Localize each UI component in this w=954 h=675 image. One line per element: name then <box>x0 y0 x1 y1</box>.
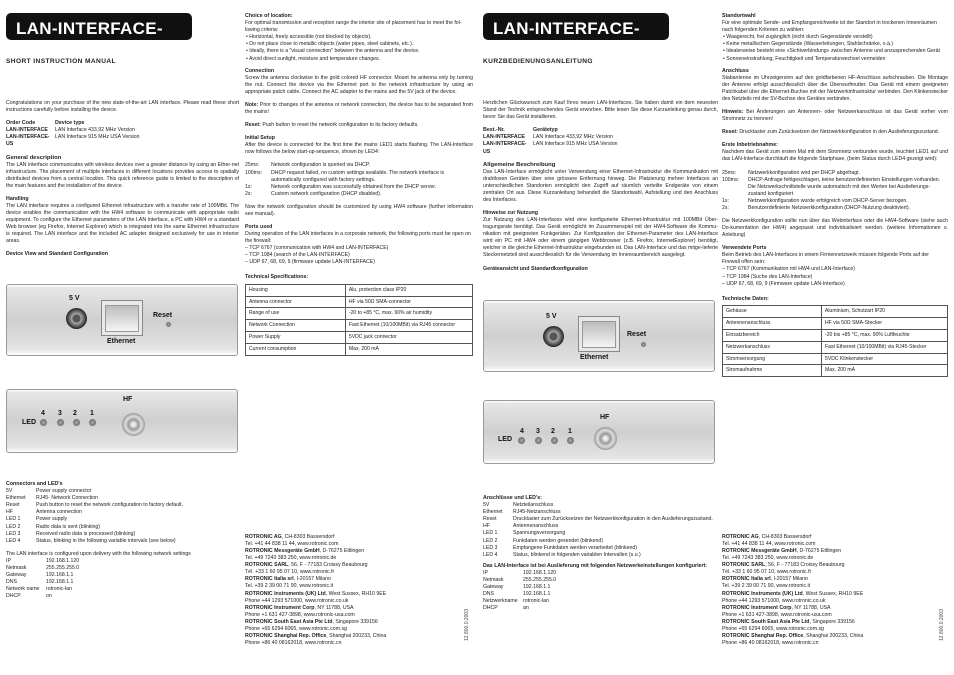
en-net-row: DNS 192.168.1.1 <box>6 578 74 585</box>
en-connectors-row: LED 1 Power supply <box>6 516 68 523</box>
de-column-left <box>483 0 718 675</box>
en-handling-text: The LAN interface requires a configured Ethernet infrastructure with a transfer rate of 100MBit. The device enables the communication with the HW4 software to communicate with appropriate radio equipment. To configure the Ethernet parameters of the LAN interface, a PC with HW4 or a standard Web browser (eg Firefox, Internet Explorer) which is integrated into the same Ethernet infrastructure is required. The LAN interface and the included AC adapter designed exclusively for use in interior areas. <box>6 203 239 245</box>
hf-label: HF <box>600 414 610 421</box>
led-3 <box>57 419 64 426</box>
de-location_list-item: • Keine metallischen Gegenstände (Wasserleitungen, Stahlschränke, o.ä.) <box>723 41 894 48</box>
tech-key: Range of use <box>246 308 346 320</box>
address-line: ROTRONIC SARL, 56, F - 77183 Croissy Beaubourg <box>245 562 368 569</box>
address-line: Tel. +39 2 39 00 71 90, www.rotronic.it <box>245 583 334 590</box>
led-3-label: 3 <box>536 428 540 435</box>
en-ports-item: – TCP 1984 (search of the LAN-INTERFACE) <box>245 252 350 259</box>
de-connectors-row: LED 4 Status, blinkend in folgenden variablen Intervallen (s.u.) <box>483 551 641 558</box>
en-order-row: LAN-INTERFACE-US LAN Interface 915 MHz USA Version <box>6 134 140 148</box>
en-note: Note: Prior to changes of the antenna or network connection, the device has to be separated from the mains! <box>245 101 473 116</box>
en-setup-row: 25ms: Network configuration is queried via DHCP. <box>245 162 371 169</box>
tech-value: HF via 50Ω SMA-Stecker <box>822 317 948 329</box>
tech-row <box>723 353 948 365</box>
led-2 <box>551 437 558 444</box>
tech-key: Current consumption <box>246 344 346 356</box>
de-connectors-row: LED 1 Spannungsversorgung <box>483 530 566 537</box>
device-back-view-de <box>483 400 715 464</box>
tech-row <box>246 320 473 332</box>
de-ports-item: – UDP 67, 68, 69, 9 (Firmware update LAN-Interface) <box>722 280 845 287</box>
de-ports-item: – TCP 1984 (Suche des LAN-Interface) <box>722 273 813 280</box>
de-ports-item: – TCP 6767 (Kommunikation mit HW4 und LAN-Interface) <box>722 266 856 273</box>
led-2-label: 2 <box>73 410 77 417</box>
tech-row <box>246 308 473 320</box>
led-label: LED <box>22 419 36 426</box>
en-column-left <box>6 0 239 675</box>
led-4-label: 4 <box>520 428 524 435</box>
en-location_list-item: • Horizontal, freely accessible (not blocked by objects). <box>246 34 372 41</box>
tech-value: Alu, protection class IP20 <box>345 284 472 296</box>
tech-key: Einsatzbereich <box>723 329 822 341</box>
device-front-view-de <box>483 300 715 372</box>
en-title: LAN-INTERFACE-(US) <box>6 13 192 40</box>
en-tech-table <box>245 284 473 357</box>
led-4 <box>518 437 525 444</box>
tech-row <box>246 344 473 356</box>
address-line: ROTRONIC South East Asia Pte Ltd, Singapore 339156 <box>245 618 378 625</box>
tech-key: Netzwerkanschluss <box>723 341 822 353</box>
de-net-row: Netzwerkname rotronic-lan <box>483 598 549 605</box>
en-reset-note: Reset: Push button to reset the network configuration to its factory defaults. <box>245 122 419 129</box>
de-initial-text: Nachdem das Gerät zum ersten Mal mit dem Stromnetz verbunden wurde, leuchtet LED1 auf und das LAN-Interface durchläuft die folgende Startphase, (beim Status durch LED4 gezeigt wird): <box>722 149 948 163</box>
led-3 <box>535 437 542 444</box>
reset-button <box>166 322 171 327</box>
en-connectors-heading: Connectors and LED's <box>6 481 63 487</box>
ethernet-port <box>101 300 143 336</box>
tech-value: HF via 50Ω SMA-connector <box>345 296 472 308</box>
en-tech-heading: Technical Specifications: <box>245 274 309 281</box>
reset-label: Reset <box>153 312 173 319</box>
tech-value: Fast Ethernet (10/100MBit) via RJ45-Stecker <box>822 341 948 353</box>
de-setup-row: 2s: Benutzerdefinierte Netzwerkkonfiguration (DHCP-Nutzung deaktiviert). <box>722 204 911 211</box>
address-line: Tel. +39 2 39 00 71 90, www.rotronic.it <box>722 583 811 590</box>
tech-key: Antennenanschluss <box>723 317 822 329</box>
de-note: Hinweis: Bei Änderungen am Antennen- oder Netzwerkanschluss ist das Gerät vorher vom Stromnetz zu trennen! <box>722 109 948 123</box>
en-hw4-text: Now the network configuration should be customized by using HW4 software (further information see manual). <box>245 203 473 217</box>
en-intro: Congratulations on your purchase of the new state-of-the-art LAN interface. Please read these short instructions carefully before installing the device. <box>6 100 239 114</box>
led-3-label: 3 <box>58 410 62 417</box>
en-order-header: Order Code Device type <box>6 120 85 127</box>
de-location_list-item: • Idealerweise besteht eine «Sichtverbindung» zwischen Antenne und anzusprechenden Gerät <box>723 48 940 55</box>
tech-row <box>246 296 473 308</box>
en-general-heading: General description <box>6 154 62 161</box>
tech-key: Antenna connector <box>246 296 346 308</box>
address-line: ROTRONIC Shanghai Rep. Office, Shanghai 200233, China <box>722 632 864 639</box>
en-connectors-row: Reset Push button to reset the network configuration to factory default. <box>6 502 184 509</box>
ethernet-label: Ethernet <box>107 338 136 345</box>
en-location_list-item: • Avoid direct sunlight, moisture and temperature changes. <box>246 55 381 62</box>
tech-key: Gehäuse <box>723 305 822 317</box>
hf-antenna-connector <box>122 413 145 436</box>
en-initial-text: After the device is connected for the first time the mains LED1 starts flashing. The LAN-Interface now follows the below start-up-sequence, shown by LED4: <box>245 142 473 156</box>
en-ports-item: – TCP 6767 (communication with HW4 and LAN-INTERFACE) <box>245 245 389 252</box>
en-ports-item: – UDP 67, 68, 69, 9 (firmware update LAN-INTERFACE) <box>245 259 375 266</box>
en-general-text: The LAN interface communicates with wireless devices over a greater distance by using an Ether-net infrastructure. The placement of multiple interfaces in different locations provides access to spatially distributed devices from a central location. This quick reference guide is limited to the description of the main features and the installation of the device. <box>6 161 239 189</box>
en-subtitle: SHORT INSTRUCTION MANUAL <box>6 58 116 65</box>
de-location-text: Für eine optimale Sende- und Empfangsreichweite ist der Standort in trockenen Innenräumen nach folgenden Kriterien zu wählen: <box>722 20 937 34</box>
de-general-heading: Allgemeine Beschreibung <box>483 161 556 168</box>
de-title: LAN-INTERFACE-(US) <box>483 13 669 40</box>
en-shipped-text: The LAN interface is configured upon delivery with the following network settings <box>6 550 191 557</box>
en-connectors-row: HF Antenna connection <box>6 509 82 516</box>
address-line: Phone +65 6294 6065, www.rotronic.com.sg <box>722 625 824 632</box>
ethernet-label: Ethernet <box>580 354 609 361</box>
address-line: ROTRONIC Italia srl, I-20157 Milano <box>722 576 808 583</box>
de-shipped-text: Das LAN-Interface ist bei Auslieferung mit folgenden Netzwerkeinstellungen konfiguriert: <box>483 562 708 569</box>
tech-row <box>723 341 948 353</box>
tech-key: Power Supply <box>246 332 346 344</box>
en-doc-code: 12.800.0.2003 <box>464 609 470 641</box>
en-setup-row: 1s: Network configuration was successfully obtained from the DHCP server. <box>245 183 437 190</box>
address-line: ROTRONIC Instrument Corp, NY 11788, USA <box>245 604 354 611</box>
power-jack-label: 5 V <box>69 295 80 302</box>
en-order-row: LAN-INTERFACE LAN Interface 433,92 MHz Version <box>6 127 135 134</box>
de-connection-text: Stabantenne im Uhrzeigersinn auf den goldfarbenen HF-Anschluss aufschrauben. Die Montage der Antenne erfolgt ausschliesslich über die Überwurfmutter. Das Gerät mit einem geeigneten Patchkabel über die Ethernet-Buchse mit der Netzwerkinfrastruktur verbinden. Den Klinkenstecker des Netzteils mit der 5V-Buchse des Gerätes verbinden. <box>722 74 948 102</box>
en-location-text: For optimal transmission and reception range the interior site of placement has to meet the fol-lowing criteria: <box>245 20 462 34</box>
en-connectors-row: 5V Power supply connector <box>6 488 92 495</box>
tech-row <box>723 305 948 317</box>
en-ports-heading: Ports used <box>245 223 273 230</box>
de-net-row: DHCP an <box>483 605 529 612</box>
en-connectors-row: LED 4 Status, blinking in the following variable intervals (see below) <box>6 537 176 544</box>
address-line: Tél. +33 1 60 95 07 10, www.rotronic.fr <box>722 569 812 576</box>
tech-value: Max. 200 mA <box>822 365 948 377</box>
address-line: ROTRONIC AG, CH-8303 Bassersdorf <box>245 534 335 540</box>
de-connectors-row: HF Antennenanschluss <box>483 523 559 530</box>
address-line: ROTRONIC AG, CH-8303 Bassersdorf <box>722 534 812 540</box>
led-2-label: 2 <box>551 428 555 435</box>
en-net-row: Netmask 255.255.255.0 <box>6 564 80 571</box>
led-1-label: 1 <box>90 410 94 417</box>
tech-value: 5VDC Klinkenstecker <box>822 353 948 365</box>
de-connectors-heading: Anschlüsse und LED's: <box>483 495 542 501</box>
led-1-label: 1 <box>568 428 572 435</box>
tech-value: Max. 200 mA <box>345 344 472 356</box>
address-line: ROTRONIC Instruments (UK) Ltd, West Sussex, RH10 9EE <box>722 590 864 597</box>
en-column-right <box>245 0 473 675</box>
de-tech-heading: Technische Daten: <box>722 295 769 302</box>
led-1 <box>89 419 96 426</box>
de-setup-row: 1s: Netzwerkkonfiguration wurde erfolgreich vom DHCP-Server bezogen. <box>722 197 908 204</box>
address-line: ROTRONIC Messgeräte GmbH, D-76275 Ettlingen <box>245 548 365 555</box>
en-connectors-row: LED 3 Received radio data is processed (blinking) <box>6 530 136 537</box>
tech-key: Housing <box>246 284 346 296</box>
de-setup-row: 25ms: Netzwerkkonfiguration wird per DHCP abgefragt. <box>722 169 861 176</box>
de-location_list-item: • Waagerecht, frei zugänglich (nicht durch Gegenstände verstellt) <box>723 34 873 41</box>
tech-value: 5VDC jack connector <box>345 332 472 344</box>
en-net-row: IP 192.168.1.120 <box>6 557 80 564</box>
address-line: Tel. +41 44 838 11 44, www.rotronic.com <box>245 541 339 548</box>
en-net-row: Gateway 192.168.1.1 <box>6 571 74 578</box>
tech-key: Stromversorgung <box>723 353 822 365</box>
address-line: ROTRONIC SARL, 56, F - 77183 Croissy Beaubourg <box>722 562 845 569</box>
tech-value: -20 to +85 °C, max. 90% air humidity <box>345 308 472 320</box>
en-initial-heading: Initial Setup <box>245 135 276 142</box>
en-connectors-row: Ethernet RJ45- Network Connection <box>6 495 98 502</box>
de-hw4-text: Die Netzwerkkonfiguration sollte nun über das Webinterface oder die HW4-Software (siehe auch Do-kumentation der HW4) angepasst und individualisiert werden. (weitere Informationen s. Anleitung) <box>722 217 948 239</box>
de-doc-code: 12.800.0.2003 <box>939 609 945 641</box>
address-line: Phone +86 40 08162018, www.rotronic.cn <box>722 639 819 646</box>
de-net-row: IP 192.168.1.120 <box>483 569 557 576</box>
power-jack <box>543 326 564 347</box>
de-ports-text: Beim Betrieb des LAN-Interfaces in einem Firmennetzwerk müssen folgende Ports auf der Firewall offen sein: <box>722 252 930 266</box>
tech-row <box>723 365 948 377</box>
en-device-heading: Device View and Standard Configuration <box>6 251 109 258</box>
tech-value: Fast Ethernet (10/100MBit) via RJ45 connector <box>345 320 472 332</box>
address-line: ROTRONIC Italia srl, I-20157 Milano <box>245 576 331 583</box>
device-front-view <box>6 284 238 356</box>
de-subtitle: KURZBEDIENUNGSANLEITUNG <box>483 58 593 65</box>
de-reset-note: Reset: Drucktaster zum Zurücksetzen der Netzwerkkonfiguration in den Auslieferungszustand. <box>722 129 940 136</box>
de-handling-heading: Hinweise zur Nutzung <box>483 209 539 216</box>
de-column-right <box>722 0 950 675</box>
de-setup-row: 100ms: DHCP-Anfrage fehlgeschlagen, keine benutzerdefinierten Einstellungen vorhanden. Die Netzwerkschnittstelle wurde automatisch mit den Werten bei Auslieferungs-zustand konfiguriert <box>722 176 941 197</box>
en-handling-heading: Handling <box>6 195 29 202</box>
de-device-heading: Geräteansicht und Standardkonfiguration <box>483 265 588 272</box>
en-address-block <box>245 534 445 647</box>
de-order-row: LAN-INTERFACE LAN Interface 433,92 MHz Version <box>483 134 613 141</box>
hf-label: HF <box>123 396 133 403</box>
tech-row <box>246 332 473 344</box>
address-line: ROTRONIC Instruments (UK) Ltd, West Sussex, RH10 9EE <box>245 590 387 597</box>
en-location_list-item: • Ideally, there is a "visual connection" between the antenna and the device. <box>246 48 420 55</box>
address-line: ROTRONIC Instrument Corp, NY 11788, USA <box>722 604 831 611</box>
address-line: ROTRONIC Shanghai Rep. Office, Shanghai 200233, China <box>245 632 387 639</box>
reset-label: Reset <box>627 331 647 338</box>
tech-value: Aluminium, Schutzart IP20 <box>822 305 948 317</box>
en-location-heading: Choice of location: <box>245 13 293 19</box>
tech-key: Network Connection <box>246 320 346 332</box>
led-4-label: 4 <box>41 410 45 417</box>
ethernet-port <box>578 316 620 352</box>
power-jack <box>66 308 87 329</box>
de-tech-table <box>722 305 948 378</box>
en-net-row: Network name rotronic-lan <box>6 586 72 593</box>
de-intro: Herzlichen Glückwunsch zum Kauf Ihres neuen LAN-Interfaces. Sie haben damit ein dem neuesten Stand der Technik entsprechendes Gerät erworben. Bitte lesen Sie diese Kurzanleitung genau durch, bevor Sie das Gerät installieren. <box>483 100 718 121</box>
led-2 <box>73 419 80 426</box>
de-initial-heading: Erste Inbetriebnahme: <box>722 142 778 149</box>
de-location-heading: Standortwahl <box>722 13 756 19</box>
tech-row <box>246 284 473 296</box>
de-location_list-item: • Sonneneinstrahlung, Feuchtigkeit und Temperaturwechsel vermeiden <box>723 55 886 62</box>
reset-button <box>641 342 646 347</box>
de-order-header: Best.-Nr. Gerätetyp <box>483 127 558 134</box>
address-line: ROTRONIC South East Asia Pte Ltd, Singapore 339156 <box>722 618 855 625</box>
en-setup-row: 2s: Custom network configuration (DHCP disabled). <box>245 190 382 197</box>
de-ports-heading: Verwendete Ports <box>722 245 767 252</box>
address-line: Phone +1 631 427-3898, www.rotronic-usa.com <box>722 611 832 618</box>
de-order-row: LAN-INTERFACE-US LAN Interface 915 MHz USA Version <box>483 141 618 155</box>
led-label: LED <box>498 436 512 443</box>
en-location_list-item: • Do not place close to metallic objects (water pipes, steel cabinets, etc.). <box>246 41 414 48</box>
de-connectors-row: 5V Netzteilanschluss <box>483 502 554 509</box>
de-connectors-row: LED 3 Empfangene Funkdaten werden verarbeitet (blinkend) <box>483 544 637 551</box>
address-line: Phone +1 631 427-3898, www.rotronic-usa.com <box>245 611 355 618</box>
de-connectors-row: Ethernet RJ45-Netzanschluss <box>483 509 561 516</box>
address-line: Tél. +33 1 60 95 07 10, www.rotronic.fr <box>245 569 335 576</box>
address-line: Phone +86 40 08162018, www.rotronic.cn <box>245 639 342 646</box>
led-1 <box>567 437 574 444</box>
de-address-block <box>722 534 922 647</box>
de-handling-text: Zur Nutzung des LAN-Interfaces wird eine konfigurierte Ethernet-Infrastruktur mit 100MBit Über-tragungsrate benötigt. Das Gerät ermöglicht im Zusammenspiel mit der HW4-Software die Kommu-nikation mit geeigneten Funkgeräten. Zur Konfiguration der Ethernet-Parameter des LAN-Interface wird ein PC mit HW4 oder einem gängigen Webbrowser (z.B. Firefox, InternetExplorer) benötigt, welcher in die gleiche Ethernet-Infrastruktur eingebunden ist. Das LAN-Interface und das mitge-lieferte Steckernetzteil sind ausschliesslich für die Verwendung im Innenraumbereich ausgelegt. <box>483 217 718 259</box>
en-setup-row: 100ms: DHCP request failed, no custom settings available. The network interface is automatically configured with factory settings. <box>245 169 445 183</box>
device-back-view <box>6 389 238 453</box>
address-line: Tel. +41 44 838 11 44, www.rotronic.com <box>722 541 816 548</box>
en-net-row: DHCP on <box>6 593 52 600</box>
tech-key: Stromaufnahme <box>723 365 822 377</box>
address-line: ROTRONIC Messgeräte GmbH, D-76275 Ettlingen <box>722 548 842 555</box>
de-net-row: Netmask 255.255.255.0 <box>483 576 557 583</box>
de-connectors-row: Reset Drucktaster zum Zurücksetzen der Netzwerkkonfiguration in den Auslieferungszustand. <box>483 516 713 523</box>
address-line: Phone +44 1293 571000, www.rotronic.co.uk <box>245 597 349 604</box>
de-net-row: Gateway 192.168.1.1 <box>483 584 551 591</box>
de-general-text: Das LAN-Interface ermöglicht unter Verwendung einer Ethernet-Infrastruktur die Kommunikation mit drahtlosen Geräten über eine grössere Entfernung hinweg. Die Platzierung mehrer Interfaces an unterschiedlichen Standorten ermöglicht den Zugriff auf räumlich verteilte Endgeräte von einem zentralen Ort aus. Diese Kurzanleitung behandelt die Standortwahl, Aufstellung und den Anschluss des Interfaces. <box>483 168 718 203</box>
address-line: Tel. +49 7243 383 250, www.rotronic.de <box>722 555 814 562</box>
hf-antenna-connector <box>594 427 617 450</box>
tech-value: -20 bis +85 °C, max. 90% Luftfeuchte <box>822 329 948 341</box>
led-4 <box>40 419 47 426</box>
de-connection-heading: Anschluss <box>722 67 749 74</box>
en-connectors-row: LED 2 Radio data is sent (blinking) <box>6 523 101 530</box>
de-net-row: DNS 192.168.1.1 <box>483 591 551 598</box>
tech-row <box>723 329 948 341</box>
address-line: Tel. +49 7243 383 250, www.rotronic.de <box>245 555 337 562</box>
en-connection-text: Screw the antenna clockwise to the gold colored HF connector. Mount he antenna only by turning the nut. Connect the device via the Ethernet port to the network infrastructure by using an appropriate patch cable. Connect the AC adapter to the mains and the 5V jack of the device. <box>245 74 473 95</box>
en-connection-heading: Connection <box>245 67 275 74</box>
address-line: Phone +65 6294 6065, www.rotronic.com.sg <box>245 625 347 632</box>
de-connectors-row: LED 2 Funkdaten werden gesendet (blinkend) <box>483 537 603 544</box>
en-ports-text: During operation of the LAN interfaces in a corporate network, the following ports must be open on the firewall: <box>245 231 471 245</box>
power-jack-label: 5 V <box>546 313 557 320</box>
address-line: Phone +44 1293 571000, www.rotronic.co.uk <box>722 597 826 604</box>
tech-row <box>723 317 948 329</box>
